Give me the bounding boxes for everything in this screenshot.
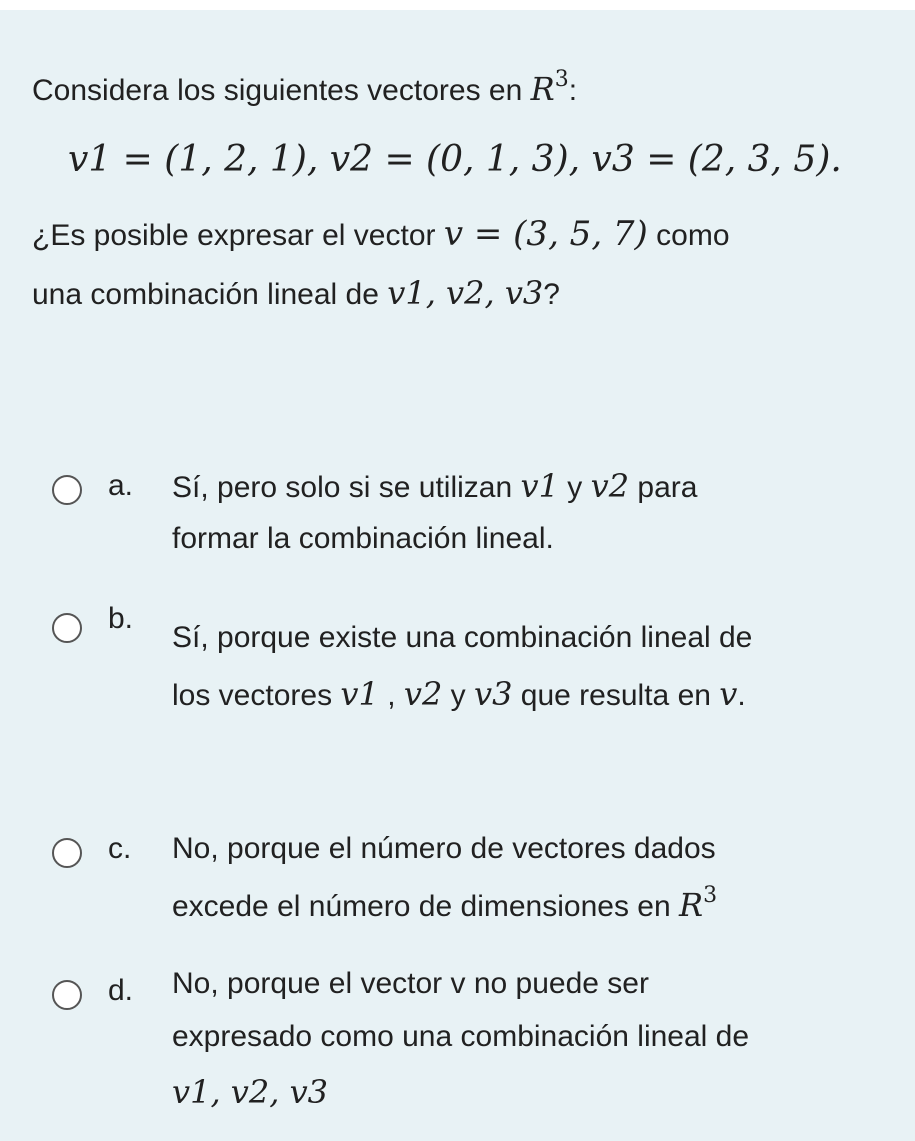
option-a-v1: v1	[520, 467, 559, 505]
question-intro	[32, 67, 578, 110]
option-d-line-1[interactable]: No, porque el vector v no puede ser	[172, 967, 649, 1000]
option-d-letter: d.	[108, 974, 134, 1007]
target-vector: v = (3, 5, 7)	[443, 214, 648, 254]
option-c-line-2[interactable]	[172, 883, 718, 926]
vectors-list: v1, v2, v3	[387, 274, 544, 312]
option-a-v2: v2	[590, 467, 630, 505]
option-b-line-2[interactable]	[172, 675, 746, 715]
option-c-space-exponent: 3	[703, 883, 718, 908]
space-r3	[530, 67, 569, 108]
question-line-4	[32, 274, 560, 314]
vectors-definition: v1 = (1, 2, 1), v2 = (0, 1, 3), v3 = (2, 3, 5).	[68, 139, 842, 180]
question-line-3-end: como	[656, 219, 730, 252]
space-base: R	[530, 70, 555, 108]
option-b-text-mid: que resulta en	[520, 679, 711, 712]
intro-colon: :	[568, 74, 578, 107]
option-d-vectors-list[interactable]: v1, v2, v3	[172, 1073, 328, 1111]
option-b-connector: y	[450, 679, 466, 712]
option-d-radio[interactable]	[52, 980, 82, 1010]
question-line-4-start: una combinación lineal de	[32, 278, 379, 311]
option-b-text-start: los vectores	[172, 679, 333, 712]
option-c-space-base: R	[679, 886, 704, 924]
space-exponent: 3	[554, 67, 569, 92]
option-a-letter: a.	[108, 469, 134, 502]
option-a-connector: y	[567, 471, 583, 504]
question-line-3-start: ¿Es posible expresar el vector	[32, 219, 436, 252]
option-a-line-1[interactable]	[172, 467, 697, 507]
option-a-text-end: para	[637, 471, 698, 504]
option-c-text: excede el número de dimensiones en	[172, 890, 671, 923]
question-mark: ?	[543, 278, 560, 311]
option-c-line-1[interactable]: No, porque el número de vectores dados	[172, 832, 716, 865]
option-b-v1: v1	[340, 675, 379, 713]
option-b-comma: ,	[387, 679, 396, 712]
option-a-text-start: Sí, pero solo si se utilizan	[172, 471, 513, 504]
option-a-line-2[interactable]: formar la combinación lineal.	[172, 522, 554, 555]
option-b-v2: v2	[403, 675, 443, 713]
option-b-v3: v3	[474, 675, 513, 713]
question-line-3	[32, 215, 730, 255]
option-b-letter: b.	[108, 602, 134, 635]
option-b-v: v	[719, 675, 738, 713]
option-b-period: .	[737, 679, 746, 712]
option-c-space-r3	[679, 883, 718, 924]
option-b-radio[interactable]	[52, 613, 82, 643]
option-b-line-1[interactable]: Sí, porque existe una combinación lineal de	[172, 621, 753, 654]
option-c-radio[interactable]	[52, 838, 82, 868]
option-a-radio[interactable]	[52, 475, 82, 505]
question-intro-text: Considera los siguientes vectores en	[32, 74, 523, 107]
option-c-letter: c.	[108, 832, 132, 865]
option-d-line-2[interactable]: expresado como una combinación lineal de	[172, 1020, 750, 1053]
